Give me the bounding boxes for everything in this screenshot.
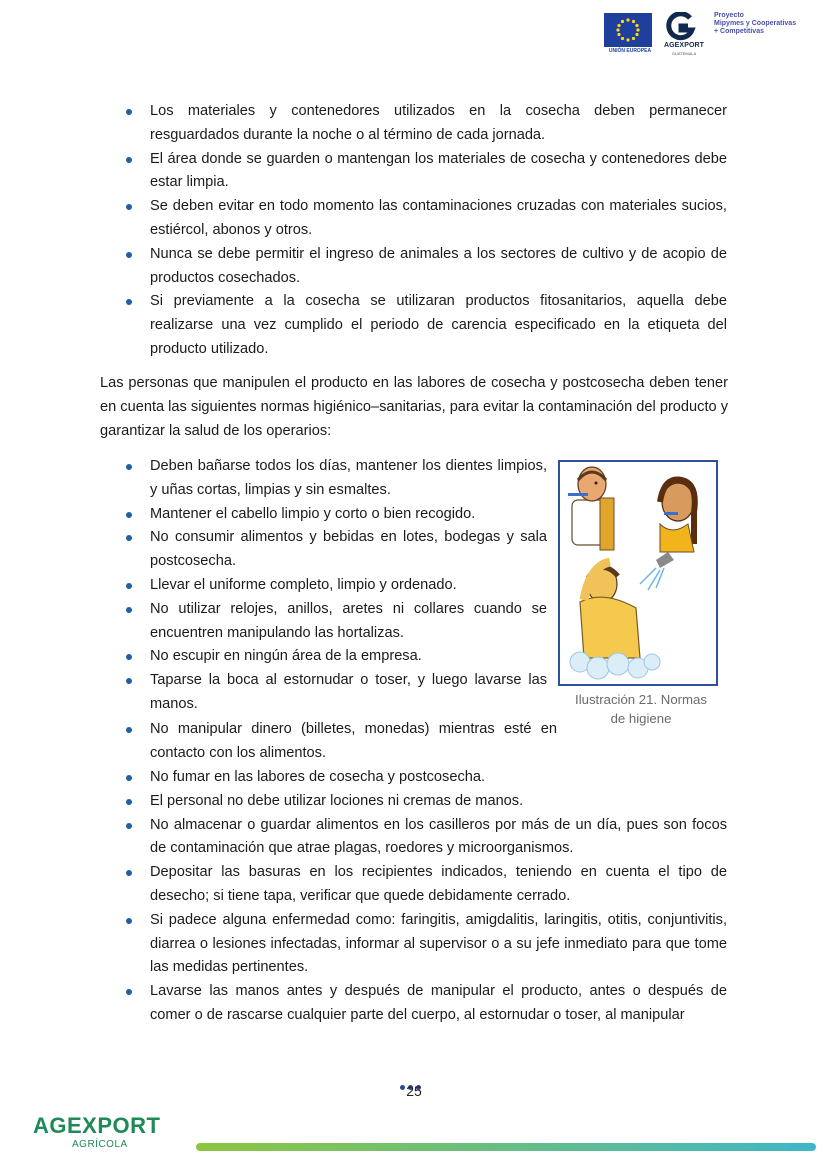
agexport-g-icon xyxy=(666,12,696,42)
list-item: Lavarse las manos antes y después de manipular el producto, antes o después de comer o de rascarse cualquier parte del cuerpo, al estornudar o toser, al manipular xyxy=(0,980,727,1028)
list-item: No utilizar relojes, anillos, aretes ni collares cuando se encuentren manipulando las hortalizas. xyxy=(0,598,547,646)
page-number: 25 xyxy=(406,1083,422,1099)
harvest-materials-list xyxy=(0,100,727,362)
list-item: Taparse la boca al estornudar o toser, y luego lavarse las manos. xyxy=(0,669,547,717)
list-item: El personal no debe utilizar lociones ni cremas de manos. xyxy=(0,790,727,814)
project-line: + Competitivas xyxy=(714,28,764,35)
list-item: Mantener el cabello limpio y corto o bien recogido. xyxy=(0,503,547,527)
hygiene-illustration xyxy=(558,460,718,686)
list-item: Nunca se debe permitir el ingreso de animales a los sectores de cultivo y de acopio de productos cosechados. xyxy=(0,243,727,291)
hygiene-rules-list xyxy=(0,455,547,717)
caption-line: de higiene xyxy=(610,711,672,726)
project-line: Mipymes y Cooperativas xyxy=(714,20,797,27)
list-item: Deben bañarse todos los días, mantener los dientes limpios, y uñas cortas, limpias y sin esmaltes. xyxy=(0,455,547,503)
list-item: El área donde se guarden o mantengan los materiales de cosecha y contenedores debe estar limpia. xyxy=(0,148,727,196)
footer-gradient-bar xyxy=(196,1143,816,1151)
header-logos xyxy=(603,11,818,57)
list-item: No fumar en las labores de cosecha y postcosecha. xyxy=(0,766,727,790)
agexport-sub-caption: GUATEMALA xyxy=(671,51,697,56)
list-item: Se deben evitar en todo momento las contaminaciones cruzadas con materiales sucios, estiércol, abonos y otros. xyxy=(0,195,727,243)
hygiene-rules-list-continued xyxy=(0,718,557,766)
footer-brand-logo: AGEXPORT xyxy=(33,1113,161,1138)
footer-brand-sub: AGRÍCOLA xyxy=(72,1139,128,1150)
hygiene-figures-image xyxy=(560,462,716,684)
list-item: No consumir alimentos y bebidas en lotes, bodegas y sala postcosecha. xyxy=(0,526,547,574)
project-line: Proyecto xyxy=(714,12,744,19)
caption-line: Ilustración 21. Normas xyxy=(575,692,707,707)
illustration-caption xyxy=(560,690,722,728)
hygiene-intro-paragraph: Las personas que manipulen el producto en las labores de cosecha y postcosecha deben tener en cuenta las siguientes normas higiénico–sanitarias, para evitar la contaminación del producto y garantizar la salud de los operarios: xyxy=(100,375,728,439)
eu-flag-logo xyxy=(604,13,652,47)
list-item: No manipular dinero (billetes, monedas) mientras esté en contacto con los alimentos. xyxy=(0,718,557,766)
list-item: Si padece alguna enfermedad como: faringitis, amigdalitis, laringitis, otitis, conjuntivitis, diarrea o lesiones infectadas, informar al supervisor o a su jefe inmediato para que tome las medidas pertinentes. xyxy=(0,909,727,980)
list-item: No almacenar o guardar alimentos en los casilleros por más de un día, pues son focos de contaminación que atrae plagas, roedores y microorganismos. xyxy=(0,814,727,862)
hygiene-rules-list-continued xyxy=(0,766,727,1028)
list-item: Si previamente a la cosecha se utilizaran productos fitosanitarios, aquella debe realizarse una vez cumplido el periodo de carencia especificado en la etiqueta del producto utilizado. xyxy=(0,290,727,361)
eu-caption: UNIÓN EUROPEA xyxy=(608,48,652,54)
list-item: Llevar el uniforme completo, limpio y ordenado. xyxy=(0,574,547,598)
project-title xyxy=(714,12,818,36)
list-item: No escupir en ningún área de la empresa. xyxy=(0,645,547,669)
list-item: Los materiales y contenedores utilizados en la cosecha deben permanecer resguardados durante la noche o al término de cada jornada. xyxy=(0,100,727,148)
list-item: Depositar las basuras en los recipientes indicados, teniendo en cuenta el tipo de desecho; si tiene tapa, verificar que quede debidamente cerrado. xyxy=(0,861,727,909)
agexport-caption: AGEXPORT xyxy=(663,42,705,49)
